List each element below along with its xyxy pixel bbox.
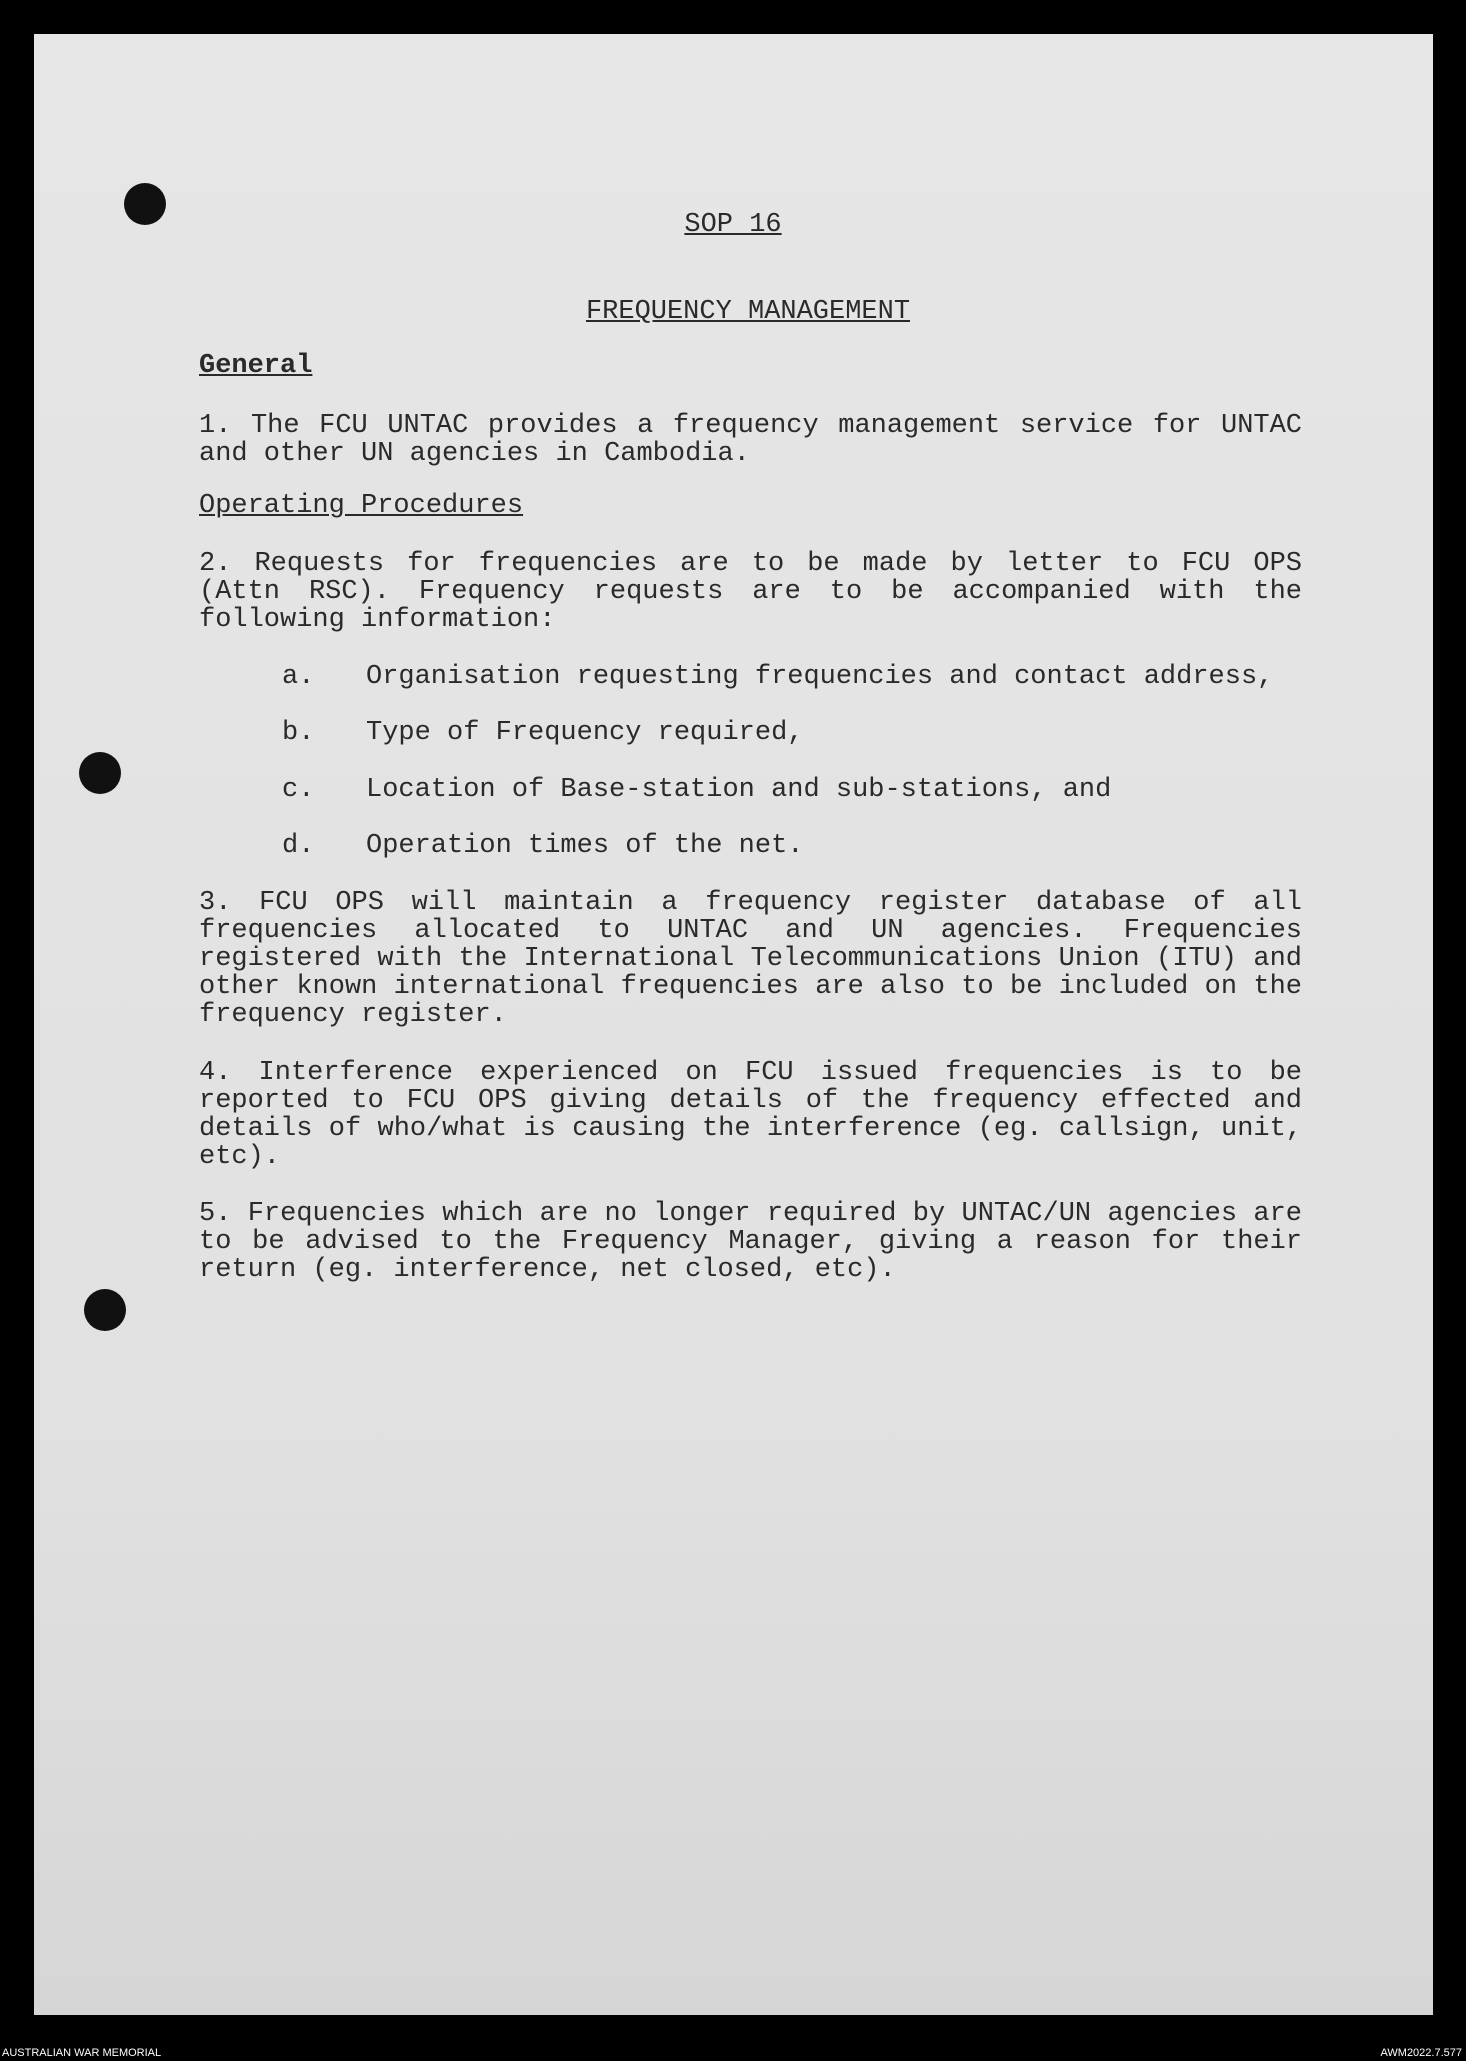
section-heading-operating: Operating Procedures <box>199 491 524 521</box>
punch-hole <box>84 1289 126 1331</box>
paragraph-1: 1. The FCU UNTAC provides a frequency management service for UNTAC and other UN agencies in Cambodia. <box>199 411 1302 469</box>
list-item-text: Type of Frequency required, <box>366 718 804 748</box>
footer-institution: AUSTRALIAN WAR MEMORIAL <box>2 2047 162 2059</box>
paragraph-5: 5. Frequencies which are no longer required by UNTAC/UN agencies are to be advised to the Frequency Manager, giving a reason for their return (eg. interference, net closed, etc). <box>199 1199 1302 1285</box>
document-title: SOP 16 <box>684 210 782 240</box>
paragraph-2: 2. Requests for frequencies are to be made by letter to FCU OPS (Attn RSC). Frequency requests are to be accompanied with the following information: <box>199 549 1302 635</box>
list-item-text: Organisation requesting frequencies and contact address, <box>366 662 1274 692</box>
list-item-label: d. <box>282 831 315 861</box>
list-item-text: Operation times of the net. <box>366 831 804 861</box>
list-item-label: c. <box>282 775 315 805</box>
section-heading-general: General <box>199 351 313 381</box>
list-item-label: a. <box>282 662 315 692</box>
list-item-text: Location of Base-station and sub-stations, and <box>366 775 1112 805</box>
paragraph-4: 4. Interference experienced on FCU issued frequencies is to be reported to FCU OPS giving details of the frequency effected and details of who/what is causing the interference (eg. callsign, unit, etc). <box>199 1058 1302 1172</box>
footer-accession-number: AWM2022.7.577 <box>1380 2047 1462 2059</box>
paragraph-3: 3. FCU OPS will maintain a frequency register database of all frequencies allocated to UNTAC and UN agencies. Frequencies registered with the International Telecommunications Union (ITU) and other known international frequencies are also to be included on the frequency register. <box>199 888 1302 1030</box>
document-subtitle: FREQUENCY MANAGEMENT <box>585 297 911 327</box>
punch-hole <box>79 752 121 794</box>
list-item-label: b. <box>282 718 315 748</box>
